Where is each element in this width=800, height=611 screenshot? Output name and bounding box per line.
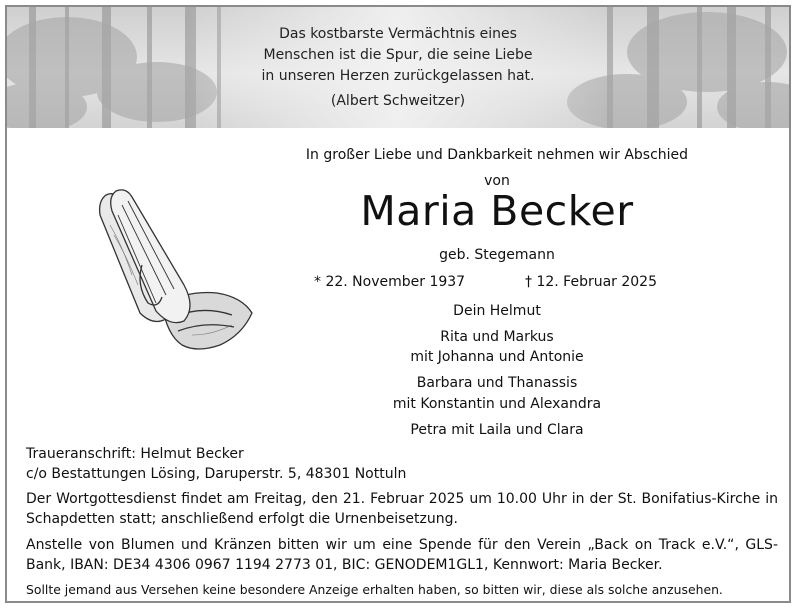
quote-line: Menschen ist die Spur, die seine Liebe <box>263 47 533 63</box>
family-line: mit Johanna und Antonie <box>410 349 584 365</box>
birth-date: * 22. November 1937 <box>314 274 466 290</box>
family-line: Rita und Markus <box>440 329 554 345</box>
quote-line: in unseren Herzen zurückgelassen hat. <box>261 68 535 84</box>
address-line: Traueranschrift: Helmut Becker <box>26 446 244 462</box>
von-text: von <box>484 173 510 189</box>
quote-line: Das kostbarste Vermächtnis eines <box>279 26 517 42</box>
death-date: † 12. Februar 2025 <box>525 274 657 290</box>
family-line: Barbara und Thanassis <box>416 375 578 391</box>
family-line: Petra mit Laila und Clara <box>410 422 584 438</box>
service-text: Der Wortgottesdienst findet am Freitag, den 21. Februar 2025 um 10.00 Uhr in der St. Bonifatius-Kirche in Schapdetten statt; anschließend erfolgt die Urnenbeisetzung. <box>26 491 778 527</box>
maiden-name: geb. Stegemann <box>439 247 555 263</box>
intro-text: In großer Liebe und Dankbarkeit nehmen wir Abschied <box>305 147 689 163</box>
donation-text: Anstelle von Blumen und Kränzen bitten wir um eine Spende für den Verein „Back on Track e.V.“, GLS-Bank, IBAN: DE34 4306 0967 1194 2773 01, BIC: GENODEM1GL1, Kennwort: Maria Becker. <box>26 537 778 573</box>
quote-block <box>7 24 789 112</box>
forest-header <box>7 7 789 128</box>
quote-author: (Albert Schweitzer) <box>330 93 466 109</box>
address-line: c/o Bestattungen Lösing, Daruperstr. 5, 48301 Nottuln <box>26 466 407 482</box>
deceased-name: Maria Becker <box>360 187 634 235</box>
family-line: mit Konstantin und Alexandra <box>392 396 602 412</box>
obituary-frame <box>5 5 791 603</box>
notice-text: Sollte jemand aus Versehen keine besondere Anzeige erhalten haben, so bitten wir, diese als solche anzusehen. <box>26 582 723 597</box>
family-line: Dein Helmut <box>453 303 541 319</box>
